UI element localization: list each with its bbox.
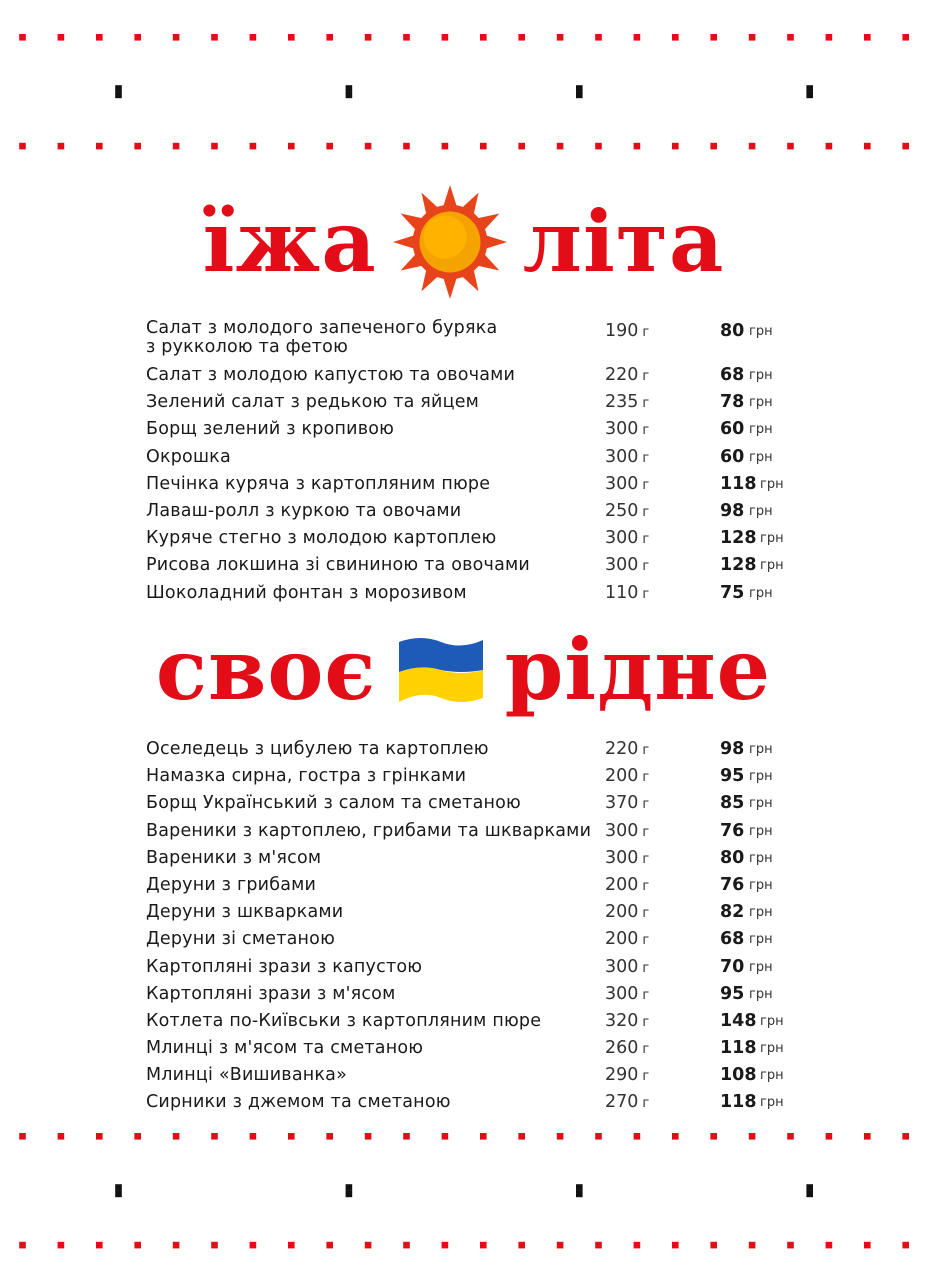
weight-unit: г bbox=[642, 797, 650, 813]
title-word-left: їжа bbox=[202, 192, 377, 291]
weight-value: 300 bbox=[605, 555, 639, 576]
dish-weight bbox=[605, 954, 649, 982]
menu-item bbox=[146, 525, 806, 552]
price-unit: грн bbox=[749, 877, 773, 893]
dish-name: Рисова локшина зі свининою та овочами bbox=[146, 555, 530, 576]
embroidery-border-bottom bbox=[0, 1133, 927, 1249]
dish-name: Млинці з м'ясом та сметаною bbox=[146, 1038, 424, 1059]
weight-unit: г bbox=[642, 933, 650, 949]
price-unit: грн bbox=[749, 368, 773, 383]
menu-item bbox=[146, 471, 806, 498]
dish-price: 95 bbox=[720, 766, 745, 787]
title-word-left: своє bbox=[155, 620, 377, 719]
weight-unit: г bbox=[642, 1014, 650, 1030]
dish-price: 76 bbox=[720, 874, 745, 895]
title-word-right: рідне bbox=[504, 620, 772, 719]
weight-unit: г bbox=[642, 504, 650, 520]
dish-name: Борщ Український з салом та сметаною bbox=[146, 793, 521, 814]
menu-item bbox=[146, 981, 806, 1008]
dish-name: Картопляні зрази з капустою bbox=[146, 956, 423, 977]
weight-value: 250 bbox=[605, 500, 639, 521]
dish-weight bbox=[605, 1089, 649, 1117]
embroidery-border-top bbox=[0, 34, 927, 150]
weight-value: 200 bbox=[605, 874, 639, 895]
dish-weight bbox=[605, 899, 649, 927]
price-unit: грн bbox=[749, 742, 773, 757]
price-unit: грн bbox=[749, 585, 773, 601]
weight-value: 110 bbox=[605, 582, 639, 603]
dish-weight bbox=[605, 1035, 649, 1063]
price-unit: грн bbox=[749, 823, 773, 839]
dish-price: 60 bbox=[720, 419, 745, 440]
menu-item bbox=[146, 580, 806, 607]
dish-weight bbox=[605, 818, 649, 846]
dish-name: Печінка куряча з картопляним пюре bbox=[146, 473, 491, 494]
menu-item bbox=[146, 1062, 806, 1089]
weight-value: 300 bbox=[605, 528, 639, 549]
dish-price: 118 bbox=[720, 1092, 757, 1113]
weight-unit: г bbox=[642, 824, 650, 840]
dish-weight bbox=[605, 416, 649, 444]
dish-price: 118 bbox=[720, 473, 757, 494]
dish-price: 128 bbox=[720, 528, 757, 549]
dish-name: Вареники з картоплею, грибами та шкварками bbox=[146, 820, 592, 841]
dish-weight bbox=[605, 389, 649, 417]
dish-name: Зелений салат з редькою та яйцем bbox=[146, 392, 480, 413]
dish-weight bbox=[605, 444, 649, 472]
dish-name: Куряче стегно з молодою картоплею bbox=[146, 528, 497, 549]
dish-name: Салат з молодого запеченого буряка з рукколою та фетою bbox=[146, 318, 498, 357]
menu-item bbox=[146, 818, 806, 845]
dish-name: Деруни з шкварками bbox=[146, 902, 344, 923]
dish-price: 78 bbox=[720, 392, 745, 413]
menu-item bbox=[146, 899, 806, 926]
weight-value: 300 bbox=[605, 956, 639, 977]
price-unit: грн bbox=[760, 1068, 784, 1084]
weight-value: 290 bbox=[605, 1065, 639, 1086]
price-unit: грн bbox=[749, 324, 773, 339]
weight-value: 370 bbox=[605, 793, 639, 814]
weight-value: 220 bbox=[605, 739, 639, 759]
price-unit: грн bbox=[749, 422, 773, 438]
dish-name: Котлета по-Київськи з картопляним пюре bbox=[146, 1010, 542, 1031]
menu-item bbox=[146, 954, 806, 981]
weight-value: 320 bbox=[605, 1010, 639, 1031]
dish-name: Оселедець з цибулею та картоплею bbox=[146, 739, 489, 759]
weight-unit: г bbox=[642, 960, 650, 976]
dish-price: 75 bbox=[720, 582, 745, 603]
weight-unit: г bbox=[642, 1069, 650, 1085]
menu-item bbox=[146, 318, 806, 362]
weight-value: 200 bbox=[605, 929, 639, 950]
dish-price: 70 bbox=[720, 956, 745, 977]
weight-value: 300 bbox=[605, 820, 639, 841]
dish-name: Окрошка bbox=[146, 446, 231, 467]
dish-name: Лаваш-ролл з куркою та овочами bbox=[146, 500, 462, 521]
price-unit: грн bbox=[760, 558, 784, 574]
dish-name: Вареники з м'ясом bbox=[146, 847, 322, 868]
section-title-native-food bbox=[0, 620, 927, 720]
dish-weight bbox=[605, 362, 649, 390]
menu-item bbox=[146, 362, 806, 389]
menu-item bbox=[146, 1035, 806, 1062]
dish-weight bbox=[605, 525, 649, 553]
dish-price: 98 bbox=[720, 739, 745, 759]
menu-item bbox=[146, 444, 806, 471]
weight-unit: г bbox=[642, 559, 650, 575]
dish-name: Борщ зелений з кропивою bbox=[146, 419, 395, 440]
price-unit: грн bbox=[749, 769, 773, 785]
price-unit: грн bbox=[749, 850, 773, 866]
weight-unit: г bbox=[642, 851, 650, 867]
dish-weight bbox=[605, 763, 649, 791]
dish-name: Картопляні зрази з м'ясом bbox=[146, 983, 396, 1004]
weight-value: 270 bbox=[605, 1092, 639, 1113]
dish-name: Деруни з грибами bbox=[146, 874, 317, 895]
weight-unit: г bbox=[642, 325, 650, 340]
dish-price: 80 bbox=[720, 321, 745, 341]
weight-value: 300 bbox=[605, 983, 639, 1004]
dish-weight bbox=[605, 580, 649, 608]
menu-item bbox=[146, 790, 806, 817]
sun-icon bbox=[391, 183, 509, 301]
price-unit: грн bbox=[760, 1095, 784, 1111]
price-unit: грн bbox=[749, 449, 773, 465]
dish-price: 80 bbox=[720, 847, 745, 868]
ukraine-flag-icon bbox=[395, 634, 487, 706]
price-unit: грн bbox=[760, 1041, 784, 1057]
dish-price: 118 bbox=[720, 1038, 757, 1059]
weight-value: 300 bbox=[605, 847, 639, 868]
weight-unit: г bbox=[642, 743, 650, 758]
weight-unit: г bbox=[642, 878, 650, 894]
dish-price: 108 bbox=[720, 1065, 757, 1086]
menu-item bbox=[146, 1089, 806, 1116]
dish-weight bbox=[605, 926, 649, 954]
dish-price: 98 bbox=[720, 500, 745, 521]
dish-name: Сирники з джемом та сметаною bbox=[146, 1092, 451, 1113]
weight-value: 220 bbox=[605, 365, 639, 385]
dish-name: Млинці «Вишиванка» bbox=[146, 1065, 347, 1086]
menu-item bbox=[146, 389, 806, 416]
menu-item bbox=[146, 763, 806, 790]
dish-weight bbox=[605, 318, 649, 346]
weight-unit: г bbox=[642, 532, 650, 548]
menu-item bbox=[146, 1008, 806, 1035]
weight-unit: г bbox=[642, 369, 650, 384]
dish-price: 60 bbox=[720, 446, 745, 467]
weight-unit: г bbox=[642, 396, 650, 412]
price-unit: грн bbox=[749, 986, 773, 1002]
weight-value: 300 bbox=[605, 419, 639, 440]
dish-price: 68 bbox=[720, 365, 745, 385]
weight-value: 300 bbox=[605, 446, 639, 467]
dish-name: Салат з молодою капустою та овочами bbox=[146, 365, 516, 385]
section-title-summer-food bbox=[0, 182, 927, 302]
title-word-right: літа bbox=[522, 192, 725, 291]
price-unit: грн bbox=[749, 959, 773, 975]
weight-unit: г bbox=[642, 477, 650, 493]
dish-price: 128 bbox=[720, 555, 757, 576]
dish-name: Намазка сирна, гостра з грінками bbox=[146, 766, 467, 787]
dish-price: 68 bbox=[720, 929, 745, 950]
weight-unit: г bbox=[642, 906, 650, 922]
weight-unit: г bbox=[642, 450, 650, 466]
menu-item bbox=[146, 845, 806, 872]
price-unit: грн bbox=[760, 476, 784, 492]
weight-unit: г bbox=[642, 1042, 650, 1058]
weight-value: 190 bbox=[605, 321, 639, 341]
menu-item bbox=[146, 926, 806, 953]
menu-item bbox=[146, 416, 806, 443]
dish-price: 95 bbox=[720, 983, 745, 1004]
dish-weight bbox=[605, 1062, 649, 1090]
dish-price: 148 bbox=[720, 1010, 757, 1031]
dish-weight bbox=[605, 872, 649, 900]
price-unit: грн bbox=[749, 503, 773, 519]
price-unit: грн bbox=[749, 905, 773, 921]
menu-item bbox=[146, 552, 806, 579]
dish-weight bbox=[605, 736, 649, 764]
weight-unit: г bbox=[642, 586, 650, 602]
weight-value: 235 bbox=[605, 392, 639, 413]
menu-list-summer bbox=[146, 318, 806, 607]
price-unit: грн bbox=[749, 796, 773, 812]
dish-name: Шоколадний фонтан з морозивом bbox=[146, 582, 467, 603]
weight-value: 200 bbox=[605, 766, 639, 787]
menu-item bbox=[146, 736, 806, 763]
dish-price: 76 bbox=[720, 820, 745, 841]
dish-price: 82 bbox=[720, 902, 745, 923]
price-unit: грн bbox=[749, 932, 773, 948]
weight-unit: г bbox=[642, 423, 650, 439]
dish-weight bbox=[605, 552, 649, 580]
weight-value: 200 bbox=[605, 902, 639, 923]
dish-weight bbox=[605, 1008, 649, 1036]
weight-unit: г bbox=[642, 1096, 650, 1112]
dish-weight bbox=[605, 471, 649, 499]
dish-weight bbox=[605, 981, 649, 1009]
weight-unit: г bbox=[642, 770, 650, 786]
price-unit: грн bbox=[749, 395, 773, 411]
menu-item bbox=[146, 872, 806, 899]
weight-unit: г bbox=[642, 987, 650, 1003]
dish-weight bbox=[605, 498, 649, 526]
dish-weight bbox=[605, 845, 649, 873]
dish-price: 85 bbox=[720, 793, 745, 814]
menu-list-native bbox=[146, 736, 806, 1117]
dish-name: Деруни зі сметаною bbox=[146, 929, 335, 950]
weight-value: 260 bbox=[605, 1038, 639, 1059]
price-unit: грн bbox=[760, 531, 784, 547]
weight-value: 300 bbox=[605, 473, 639, 494]
price-unit: грн bbox=[760, 1013, 784, 1029]
dish-weight bbox=[605, 790, 649, 818]
menu-item bbox=[146, 498, 806, 525]
